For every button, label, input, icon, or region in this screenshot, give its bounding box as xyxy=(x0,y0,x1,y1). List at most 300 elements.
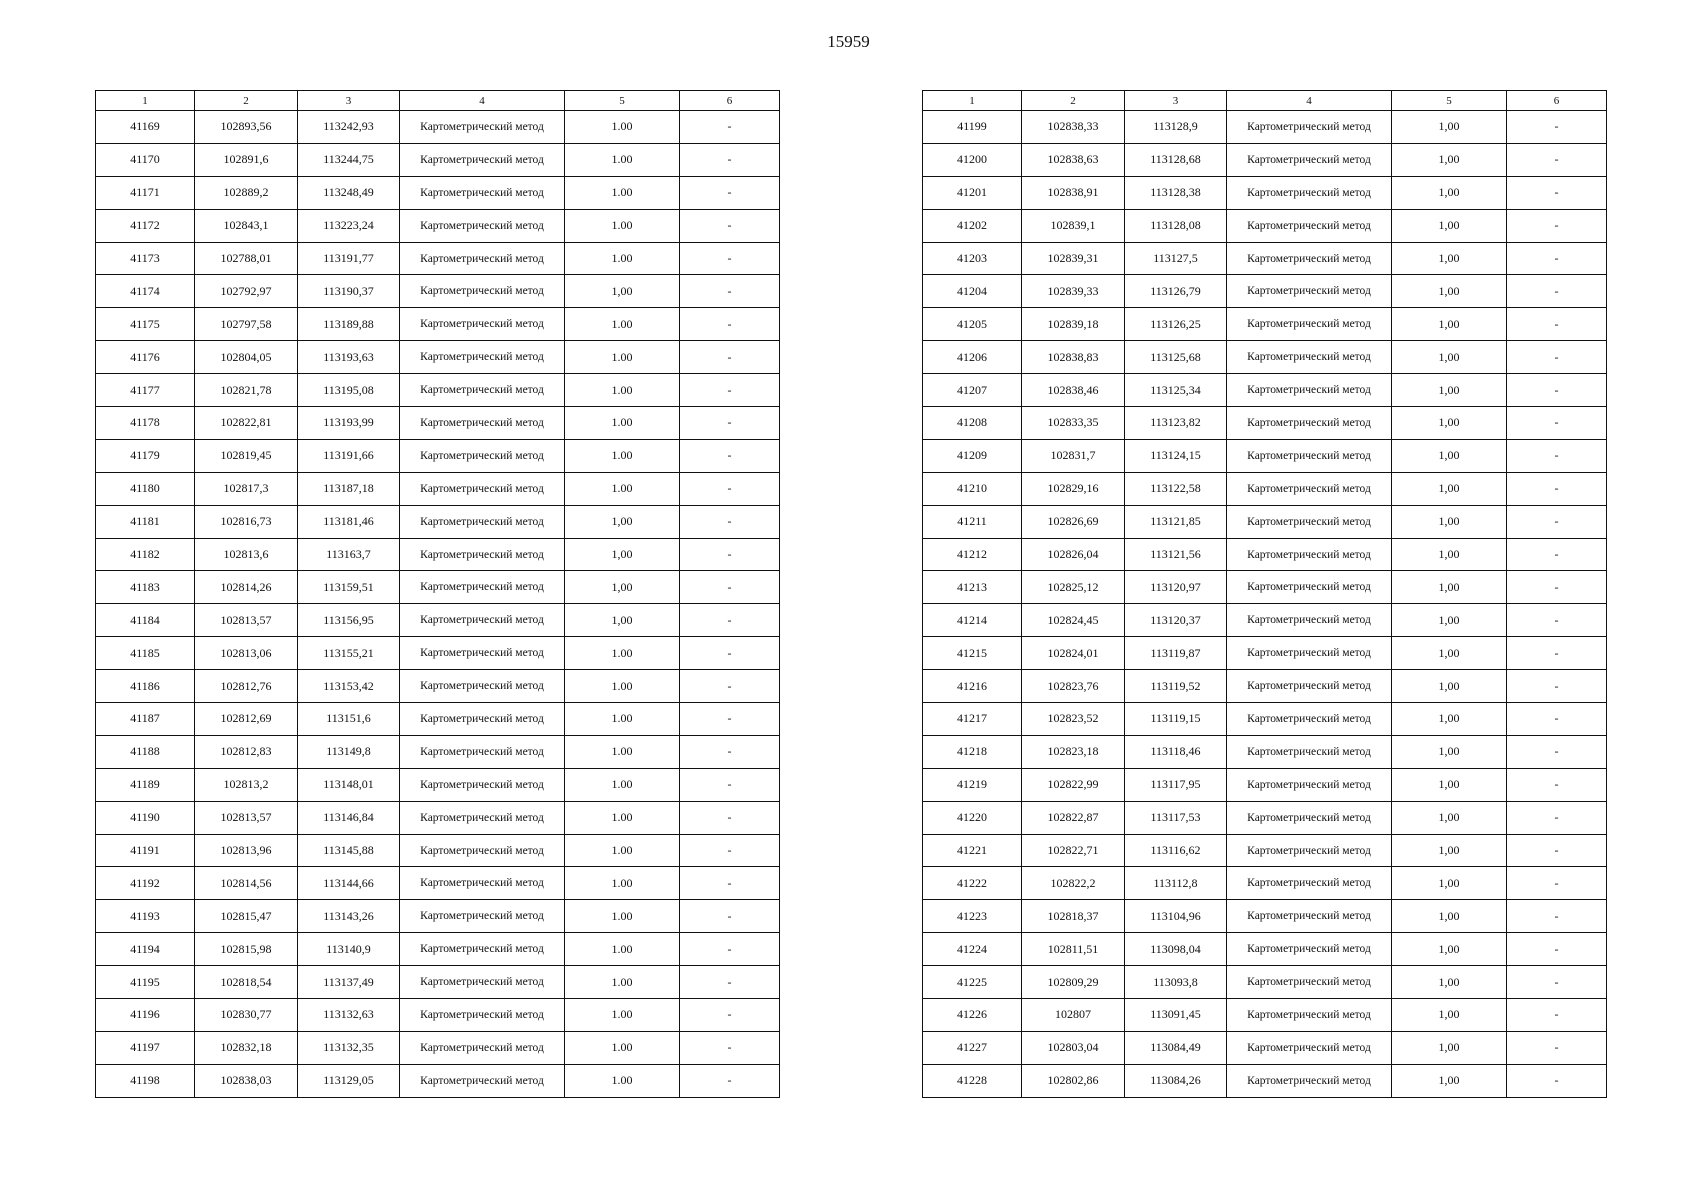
point-number-cell: 41193 xyxy=(96,900,195,933)
note-cell: - xyxy=(1507,407,1607,440)
method-cell: Картометрический метод xyxy=(400,209,565,242)
x-coordinate-cell: 102802,86 xyxy=(1022,1064,1125,1097)
method-cell: Картометрический метод xyxy=(400,242,565,275)
point-number-cell: 41227 xyxy=(923,1031,1022,1064)
accuracy-cell: 1.00 xyxy=(565,900,680,933)
x-coordinate-cell: 102812,83 xyxy=(195,735,298,768)
x-coordinate-cell: 102839,18 xyxy=(1022,308,1125,341)
y-coordinate-cell: 113155,21 xyxy=(298,637,400,670)
note-cell: - xyxy=(1507,341,1607,374)
note-cell: - xyxy=(1507,966,1607,999)
table-row xyxy=(923,341,1607,374)
table-row xyxy=(923,604,1607,637)
y-coordinate-cell: 113121,85 xyxy=(1125,505,1227,538)
y-coordinate-cell: 113129,05 xyxy=(298,1064,400,1097)
point-number-cell: 41185 xyxy=(96,637,195,670)
accuracy-cell: 1.00 xyxy=(565,374,680,407)
y-coordinate-cell: 113140,9 xyxy=(298,933,400,966)
y-coordinate-cell: 113128,9 xyxy=(1125,111,1227,144)
note-cell: - xyxy=(680,341,780,374)
accuracy-cell: 1,00 xyxy=(565,604,680,637)
table-row xyxy=(923,439,1607,472)
note-cell: - xyxy=(1507,143,1607,176)
table-row xyxy=(923,143,1607,176)
table-row xyxy=(96,505,780,538)
point-number-cell: 41217 xyxy=(923,703,1022,736)
point-number-cell: 41225 xyxy=(923,966,1022,999)
method-cell: Картометрический метод xyxy=(400,933,565,966)
point-number-cell: 41180 xyxy=(96,472,195,505)
note-cell: - xyxy=(680,176,780,209)
method-cell: Картометрический метод xyxy=(400,505,565,538)
accuracy-cell: 1.00 xyxy=(565,999,680,1032)
note-cell: - xyxy=(1507,176,1607,209)
note-cell: - xyxy=(1507,308,1607,341)
header-cell-3: 3 xyxy=(1125,91,1227,111)
point-number-cell: 41223 xyxy=(923,900,1022,933)
y-coordinate-cell: 113137,49 xyxy=(298,966,400,999)
table-row xyxy=(923,374,1607,407)
y-coordinate-cell: 113117,95 xyxy=(1125,768,1227,801)
table-row xyxy=(96,637,780,670)
page-number: 15959 xyxy=(827,32,870,51)
accuracy-cell: 1,00 xyxy=(1392,571,1507,604)
accuracy-cell: 1,00 xyxy=(565,538,680,571)
table-row xyxy=(96,209,780,242)
x-coordinate-cell: 102816,73 xyxy=(195,505,298,538)
header-cell-1: 1 xyxy=(923,91,1022,111)
x-coordinate-cell: 102839,1 xyxy=(1022,209,1125,242)
y-coordinate-cell: 113123,82 xyxy=(1125,407,1227,440)
table-row xyxy=(96,176,780,209)
table-row xyxy=(923,472,1607,505)
table-row xyxy=(923,801,1607,834)
note-cell: - xyxy=(1507,111,1607,144)
note-cell: - xyxy=(1507,768,1607,801)
header-cell-3: 3 xyxy=(298,91,400,111)
table-row xyxy=(923,308,1607,341)
point-number-cell: 41226 xyxy=(923,999,1022,1032)
note-cell: - xyxy=(1507,801,1607,834)
x-coordinate-cell: 102809,29 xyxy=(1022,966,1125,999)
x-coordinate-cell: 102826,04 xyxy=(1022,538,1125,571)
point-number-cell: 41222 xyxy=(923,867,1022,900)
y-coordinate-cell: 113120,37 xyxy=(1125,604,1227,637)
y-coordinate-cell: 113120,97 xyxy=(1125,571,1227,604)
y-coordinate-cell: 113098,04 xyxy=(1125,933,1227,966)
x-coordinate-cell: 102838,91 xyxy=(1022,176,1125,209)
point-number-cell: 41182 xyxy=(96,538,195,571)
table-row xyxy=(96,834,780,867)
y-coordinate-cell: 113156,95 xyxy=(298,604,400,637)
note-cell: - xyxy=(680,111,780,144)
table-row xyxy=(96,439,780,472)
accuracy-cell: 1,00 xyxy=(1392,505,1507,538)
x-coordinate-cell: 102889,2 xyxy=(195,176,298,209)
note-cell: - xyxy=(1507,703,1607,736)
table-row xyxy=(923,933,1607,966)
x-coordinate-cell: 102815,98 xyxy=(195,933,298,966)
header-cell-6: 6 xyxy=(680,91,780,111)
y-coordinate-cell: 113153,42 xyxy=(298,670,400,703)
header-cell-5: 5 xyxy=(1392,91,1507,111)
x-coordinate-cell: 102838,33 xyxy=(1022,111,1125,144)
x-coordinate-cell: 102822,71 xyxy=(1022,834,1125,867)
method-cell: Картометрический метод xyxy=(1227,933,1392,966)
table-row xyxy=(923,505,1607,538)
table-row xyxy=(96,966,780,999)
method-cell: Картометрический метод xyxy=(400,604,565,637)
point-number-cell: 41220 xyxy=(923,801,1022,834)
point-number-cell: 41202 xyxy=(923,209,1022,242)
table-header-row xyxy=(923,91,1607,111)
method-cell: Картометрический метод xyxy=(400,637,565,670)
table-body xyxy=(96,111,780,1098)
accuracy-cell: 1.00 xyxy=(565,703,680,736)
accuracy-cell: 1,00 xyxy=(1392,768,1507,801)
x-coordinate-cell: 102838,46 xyxy=(1022,374,1125,407)
y-coordinate-cell: 113191,66 xyxy=(298,439,400,472)
table-row xyxy=(923,407,1607,440)
y-coordinate-cell: 113187,18 xyxy=(298,472,400,505)
table-row xyxy=(923,1031,1607,1064)
y-coordinate-cell: 113144,66 xyxy=(298,867,400,900)
method-cell: Картометрический метод xyxy=(1227,735,1392,768)
note-cell: - xyxy=(1507,439,1607,472)
accuracy-cell: 1.00 xyxy=(565,834,680,867)
method-cell: Картометрический метод xyxy=(1227,867,1392,900)
point-number-cell: 41210 xyxy=(923,472,1022,505)
point-number-cell: 41183 xyxy=(96,571,195,604)
accuracy-cell: 1.00 xyxy=(565,637,680,670)
table-row xyxy=(923,637,1607,670)
x-coordinate-cell: 102788,01 xyxy=(195,242,298,275)
x-coordinate-cell: 102803,04 xyxy=(1022,1031,1125,1064)
point-number-cell: 41194 xyxy=(96,933,195,966)
y-coordinate-cell: 113128,38 xyxy=(1125,176,1227,209)
accuracy-cell: 1,00 xyxy=(1392,933,1507,966)
note-cell: - xyxy=(1507,374,1607,407)
note-cell: - xyxy=(1507,735,1607,768)
x-coordinate-cell: 102833,35 xyxy=(1022,407,1125,440)
table-row xyxy=(96,472,780,505)
table-row xyxy=(923,900,1607,933)
method-cell: Картометрический метод xyxy=(400,341,565,374)
y-coordinate-cell: 113151,6 xyxy=(298,703,400,736)
note-cell: - xyxy=(680,538,780,571)
y-coordinate-cell: 113119,87 xyxy=(1125,637,1227,670)
x-coordinate-cell: 102813,96 xyxy=(195,834,298,867)
note-cell: - xyxy=(680,505,780,538)
note-cell: - xyxy=(1507,1031,1607,1064)
method-cell: Картометрический метод xyxy=(400,472,565,505)
x-coordinate-cell: 102813,06 xyxy=(195,637,298,670)
method-cell: Картометрический метод xyxy=(1227,999,1392,1032)
y-coordinate-cell: 113121,56 xyxy=(1125,538,1227,571)
method-cell: Картометрический метод xyxy=(1227,242,1392,275)
y-coordinate-cell: 113195,08 xyxy=(298,374,400,407)
table-row xyxy=(923,966,1607,999)
y-coordinate-cell: 113189,88 xyxy=(298,308,400,341)
y-coordinate-cell: 113119,15 xyxy=(1125,703,1227,736)
accuracy-cell: 1,00 xyxy=(1392,341,1507,374)
point-number-cell: 41186 xyxy=(96,670,195,703)
y-coordinate-cell: 113084,49 xyxy=(1125,1031,1227,1064)
note-cell: - xyxy=(680,966,780,999)
method-cell: Картометрический метод xyxy=(400,1031,565,1064)
method-cell: Картометрический метод xyxy=(1227,176,1392,209)
method-cell: Картометрический метод xyxy=(1227,111,1392,144)
note-cell: - xyxy=(680,472,780,505)
x-coordinate-cell: 102812,76 xyxy=(195,670,298,703)
table-row xyxy=(96,111,780,144)
x-coordinate-cell: 102818,54 xyxy=(195,966,298,999)
method-cell: Картометрический метод xyxy=(400,1064,565,1097)
point-number-cell: 41191 xyxy=(96,834,195,867)
note-cell: - xyxy=(680,933,780,966)
accuracy-cell: 1.00 xyxy=(565,242,680,275)
method-cell: Картометрический метод xyxy=(1227,209,1392,242)
note-cell: - xyxy=(680,637,780,670)
accuracy-cell: 1,00 xyxy=(1392,900,1507,933)
table-row xyxy=(923,834,1607,867)
note-cell: - xyxy=(1507,933,1607,966)
note-cell: - xyxy=(680,308,780,341)
point-number-cell: 41171 xyxy=(96,176,195,209)
note-cell: - xyxy=(1507,867,1607,900)
table-row xyxy=(96,900,780,933)
x-coordinate-cell: 102824,01 xyxy=(1022,637,1125,670)
accuracy-cell: 1.00 xyxy=(565,966,680,999)
note-cell: - xyxy=(680,242,780,275)
table-row xyxy=(96,1031,780,1064)
note-cell: - xyxy=(1507,900,1607,933)
method-cell: Картометрический метод xyxy=(400,571,565,604)
y-coordinate-cell: 113116,62 xyxy=(1125,834,1227,867)
method-cell: Картометрический метод xyxy=(400,703,565,736)
note-cell: - xyxy=(1507,505,1607,538)
accuracy-cell: 1.00 xyxy=(565,111,680,144)
x-coordinate-cell: 102812,69 xyxy=(195,703,298,736)
y-coordinate-cell: 113163,7 xyxy=(298,538,400,571)
note-cell: - xyxy=(680,1064,780,1097)
accuracy-cell: 1,00 xyxy=(1392,472,1507,505)
point-number-cell: 41204 xyxy=(923,275,1022,308)
note-cell: - xyxy=(680,900,780,933)
note-cell: - xyxy=(680,407,780,440)
accuracy-cell: 1,00 xyxy=(1392,308,1507,341)
x-coordinate-cell: 102811,51 xyxy=(1022,933,1125,966)
point-number-cell: 41189 xyxy=(96,768,195,801)
note-cell: - xyxy=(1507,209,1607,242)
point-number-cell: 41216 xyxy=(923,670,1022,703)
method-cell: Картометрический метод xyxy=(400,439,565,472)
x-coordinate-cell: 102819,45 xyxy=(195,439,298,472)
point-number-cell: 41209 xyxy=(923,439,1022,472)
point-number-cell: 41221 xyxy=(923,834,1022,867)
accuracy-cell: 1,00 xyxy=(1392,801,1507,834)
point-number-cell: 41205 xyxy=(923,308,1022,341)
method-cell: Картометрический метод xyxy=(400,768,565,801)
accuracy-cell: 1,00 xyxy=(1392,867,1507,900)
table-header-row xyxy=(96,91,780,111)
method-cell: Картометрический метод xyxy=(1227,637,1392,670)
point-number-cell: 41184 xyxy=(96,604,195,637)
method-cell: Картометрический метод xyxy=(1227,1031,1392,1064)
table-row xyxy=(923,275,1607,308)
accuracy-cell: 1.00 xyxy=(565,801,680,834)
accuracy-cell: 1,00 xyxy=(565,571,680,604)
accuracy-cell: 1.00 xyxy=(565,1064,680,1097)
y-coordinate-cell: 113125,68 xyxy=(1125,341,1227,374)
accuracy-cell: 1,00 xyxy=(1392,275,1507,308)
y-coordinate-cell: 113132,35 xyxy=(298,1031,400,1064)
y-coordinate-cell: 113084,26 xyxy=(1125,1064,1227,1097)
x-coordinate-cell: 102813,6 xyxy=(195,538,298,571)
method-cell: Картометрический метод xyxy=(400,735,565,768)
table-row xyxy=(96,867,780,900)
point-number-cell: 41224 xyxy=(923,933,1022,966)
point-number-cell: 41190 xyxy=(96,801,195,834)
y-coordinate-cell: 113104,96 xyxy=(1125,900,1227,933)
method-cell: Картометрический метод xyxy=(1227,768,1392,801)
table-row xyxy=(96,341,780,374)
note-cell: - xyxy=(680,604,780,637)
y-coordinate-cell: 113223,24 xyxy=(298,209,400,242)
accuracy-cell: 1,00 xyxy=(1392,176,1507,209)
x-coordinate-cell: 102824,45 xyxy=(1022,604,1125,637)
method-cell: Картометрический метод xyxy=(1227,407,1392,440)
table-row xyxy=(96,275,780,308)
table-row xyxy=(96,538,780,571)
point-number-cell: 41219 xyxy=(923,768,1022,801)
note-cell: - xyxy=(680,834,780,867)
table-row xyxy=(96,999,780,1032)
method-cell: Картометрический метод xyxy=(1227,900,1392,933)
accuracy-cell: 1,00 xyxy=(1392,999,1507,1032)
method-cell: Картометрический метод xyxy=(400,670,565,703)
accuracy-cell: 1.00 xyxy=(565,143,680,176)
x-coordinate-cell: 102825,12 xyxy=(1022,571,1125,604)
note-cell: - xyxy=(1507,275,1607,308)
point-number-cell: 41175 xyxy=(96,308,195,341)
note-cell: - xyxy=(680,275,780,308)
table-row xyxy=(923,999,1607,1032)
accuracy-cell: 1,00 xyxy=(1392,374,1507,407)
x-coordinate-cell: 102813,57 xyxy=(195,604,298,637)
method-cell: Картометрический метод xyxy=(400,308,565,341)
method-cell: Картометрический метод xyxy=(1227,308,1392,341)
table-row xyxy=(923,768,1607,801)
x-coordinate-cell: 102830,77 xyxy=(195,999,298,1032)
y-coordinate-cell: 113126,79 xyxy=(1125,275,1227,308)
method-cell: Картометрический метод xyxy=(400,538,565,571)
accuracy-cell: 1,00 xyxy=(1392,407,1507,440)
table-row xyxy=(923,538,1607,571)
table-row xyxy=(96,143,780,176)
y-coordinate-cell: 113127,5 xyxy=(1125,242,1227,275)
method-cell: Картометрический метод xyxy=(400,900,565,933)
y-coordinate-cell: 113091,45 xyxy=(1125,999,1227,1032)
coordinates-table-right xyxy=(922,90,1607,1098)
y-coordinate-cell: 113128,08 xyxy=(1125,209,1227,242)
method-cell: Картометрический метод xyxy=(1227,275,1392,308)
accuracy-cell: 1.00 xyxy=(565,439,680,472)
x-coordinate-cell: 102817,3 xyxy=(195,472,298,505)
note-cell: - xyxy=(680,703,780,736)
note-cell: - xyxy=(1507,999,1607,1032)
y-coordinate-cell: 113149,8 xyxy=(298,735,400,768)
note-cell: - xyxy=(680,571,780,604)
x-coordinate-cell: 102813,57 xyxy=(195,801,298,834)
point-number-cell: 41228 xyxy=(923,1064,1022,1097)
header-cell-2: 2 xyxy=(1022,91,1125,111)
table-row xyxy=(923,176,1607,209)
point-number-cell: 41173 xyxy=(96,242,195,275)
method-cell: Картометрический метод xyxy=(1227,472,1392,505)
method-cell: Картометрический метод xyxy=(1227,341,1392,374)
accuracy-cell: 1.00 xyxy=(565,472,680,505)
note-cell: - xyxy=(680,768,780,801)
method-cell: Картометрический метод xyxy=(400,966,565,999)
method-cell: Картометрический метод xyxy=(1227,1064,1392,1097)
point-number-cell: 41181 xyxy=(96,505,195,538)
x-coordinate-cell: 102822,2 xyxy=(1022,867,1125,900)
x-coordinate-cell: 102818,37 xyxy=(1022,900,1125,933)
point-number-cell: 41199 xyxy=(923,111,1022,144)
method-cell: Картометрический метод xyxy=(1227,670,1392,703)
point-number-cell: 41203 xyxy=(923,242,1022,275)
x-coordinate-cell: 102891,6 xyxy=(195,143,298,176)
table-row xyxy=(96,768,780,801)
y-coordinate-cell: 113193,99 xyxy=(298,407,400,440)
y-coordinate-cell: 113143,26 xyxy=(298,900,400,933)
x-coordinate-cell: 102822,99 xyxy=(1022,768,1125,801)
accuracy-cell: 1,00 xyxy=(1392,439,1507,472)
accuracy-cell: 1,00 xyxy=(1392,538,1507,571)
method-cell: Картометрический метод xyxy=(1227,571,1392,604)
x-coordinate-cell: 102823,18 xyxy=(1022,735,1125,768)
method-cell: Картометрический метод xyxy=(1227,143,1392,176)
y-coordinate-cell: 113145,88 xyxy=(298,834,400,867)
table-row xyxy=(923,670,1607,703)
table-row xyxy=(96,242,780,275)
accuracy-cell: 1.00 xyxy=(565,308,680,341)
accuracy-cell: 1.00 xyxy=(565,867,680,900)
point-number-cell: 41212 xyxy=(923,538,1022,571)
note-cell: - xyxy=(680,670,780,703)
x-coordinate-cell: 102829,16 xyxy=(1022,472,1125,505)
note-cell: - xyxy=(680,801,780,834)
table-row xyxy=(96,407,780,440)
x-coordinate-cell: 102831,7 xyxy=(1022,439,1125,472)
point-number-cell: 41201 xyxy=(923,176,1022,209)
y-coordinate-cell: 113193,63 xyxy=(298,341,400,374)
table-row xyxy=(923,111,1607,144)
method-cell: Картометрический метод xyxy=(1227,834,1392,867)
point-number-cell: 41188 xyxy=(96,735,195,768)
method-cell: Картометрический метод xyxy=(1227,966,1392,999)
point-number-cell: 41207 xyxy=(923,374,1022,407)
point-number-cell: 41176 xyxy=(96,341,195,374)
note-cell: - xyxy=(680,439,780,472)
note-cell: - xyxy=(680,999,780,1032)
accuracy-cell: 1,00 xyxy=(1392,637,1507,670)
note-cell: - xyxy=(1507,1064,1607,1097)
accuracy-cell: 1,00 xyxy=(1392,209,1507,242)
y-coordinate-cell: 113128,68 xyxy=(1125,143,1227,176)
note-cell: - xyxy=(1507,604,1607,637)
